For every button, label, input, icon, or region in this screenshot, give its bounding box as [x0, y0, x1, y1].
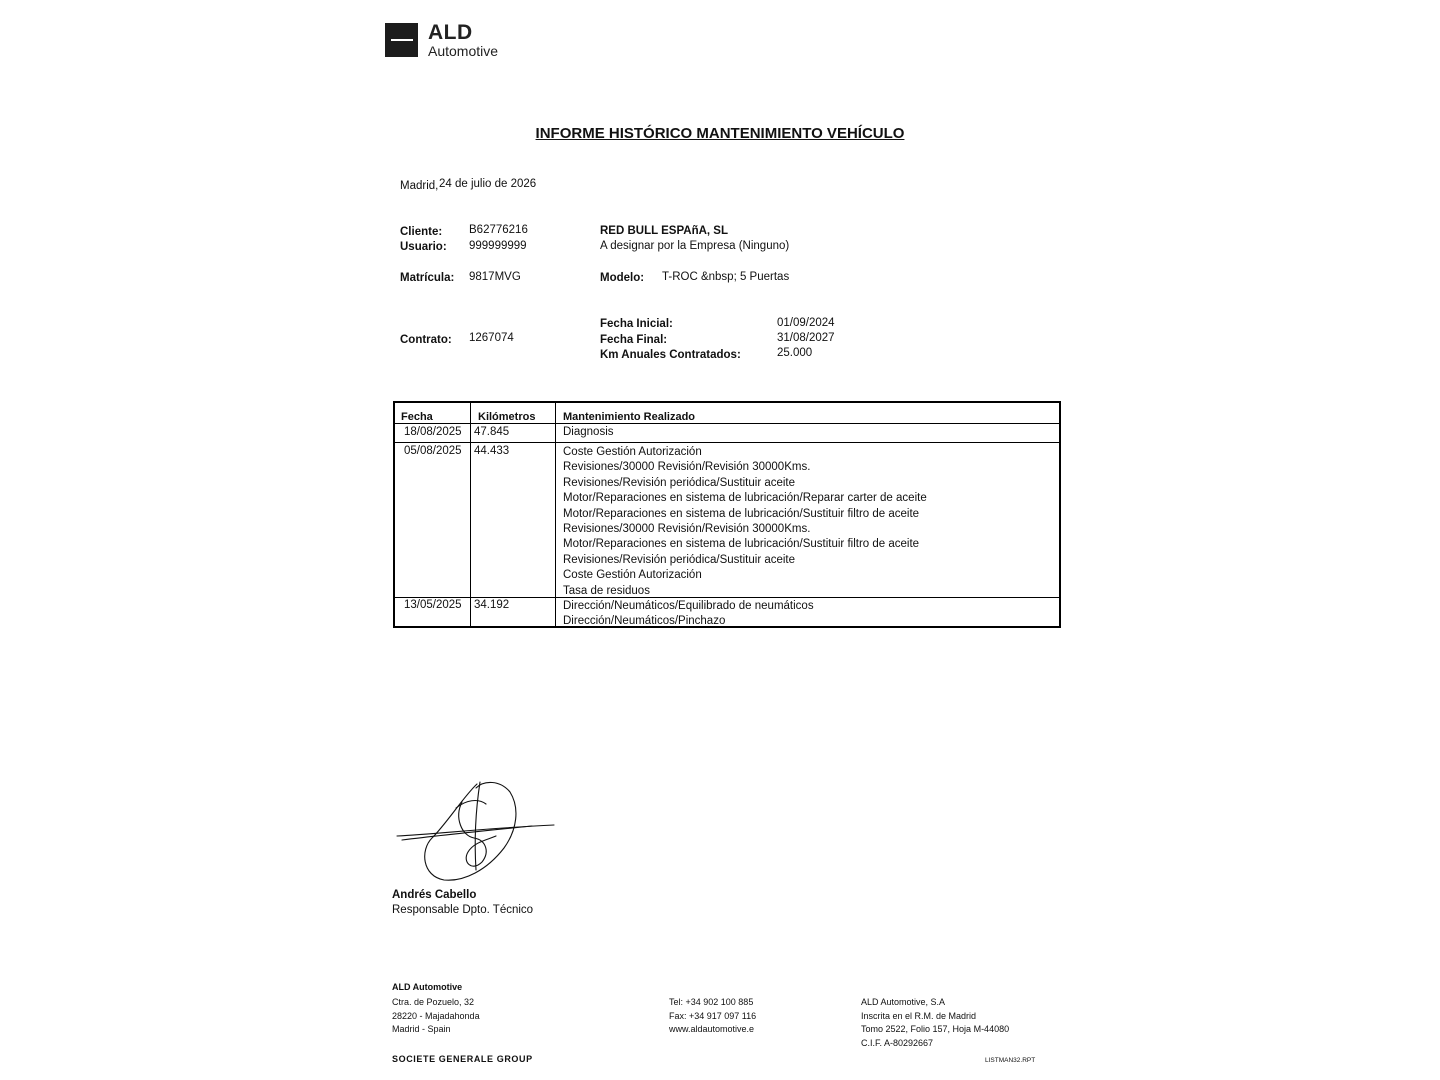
fecha-final-value: 31/08/2027 [777, 332, 835, 344]
signature-image [392, 778, 557, 884]
footer-address-line: Madrid - Spain [392, 1024, 451, 1035]
document-title: INFORME HISTÓRICO MANTENIMIENTO VEHÍCULO [535, 125, 905, 142]
column-divider [555, 403, 556, 626]
maintenance-item: Tasa de residuos [563, 584, 650, 597]
maintenance-item: Motor/Reparaciones en sistema de lubricación/Sustituir filtro de aceite [563, 507, 920, 520]
footer-company: ALD Automotive [392, 982, 463, 992]
footer-address-line: Ctra. de Pozuelo, 32 [392, 997, 475, 1007]
signer-role: Responsable Dpto. Técnico [392, 904, 534, 916]
cliente-code: B62776216 [469, 224, 528, 236]
row-fecha: 13/05/2025 [404, 599, 462, 611]
maintenance-item: Coste Gestión Autorización [563, 446, 702, 458]
footer-report-code: LISTMAN32.RPT [985, 1057, 1036, 1064]
report-date: 24 de julio de 2026 [439, 178, 537, 190]
header-divider [395, 423, 1059, 424]
header-mantenimiento: Mantenimiento Realizado [563, 411, 696, 423]
maintenance-item: Revisiones/30000 Revisión/Revisión 30000Kms. [563, 461, 811, 474]
cliente-name: RED BULL ESPAñA, SL [600, 225, 728, 237]
signer-name: Andrés Cabello [392, 889, 477, 901]
footer-registry-line: Inscrita en el R.M. de Madrid [861, 1010, 977, 1021]
header-kilometros: Kilómetros [478, 411, 536, 423]
matricula-value: 9817MVG [469, 271, 521, 283]
cliente-label: Cliente: [400, 226, 443, 238]
footer-address-line: 28220 - Majadahonda [392, 1010, 480, 1021]
row-divider [395, 442, 1059, 443]
row-fecha: 05/08/2025 [404, 445, 462, 457]
fecha-inicial-value: 01/09/2024 [777, 317, 835, 329]
fecha-inicial-label: Fecha Inicial: [600, 318, 673, 330]
maintenance-item: Dirección/Neumáticos/Pinchazo [563, 615, 726, 628]
usuario-name: A designar por la Empresa (Ninguno) [600, 240, 790, 252]
footer-registry-line: ALD Automotive, S.A [861, 997, 946, 1007]
matricula-label: Matrícula: [400, 272, 455, 284]
footer-website: www.aldautomotive.e [669, 1024, 755, 1035]
modelo-value: T-ROC &nbsp; 5 Puertas [662, 271, 790, 283]
contrato-label: Contrato: [400, 334, 452, 346]
column-divider [470, 403, 471, 626]
row-fecha: 18/08/2025 [404, 426, 462, 438]
maintenance-item: Revisiones/Revisión periódica/Sustituir aceite [563, 476, 796, 489]
maintenance-item: Motor/Reparaciones en sistema de lubricación/Reparar carter de aceite [563, 492, 927, 505]
maintenance-item: Coste Gestión Autorización [563, 569, 702, 582]
footer-group: SOCIETE GENERALE GROUP [392, 1054, 533, 1064]
maintenance-item: Revisiones/Revisión periódica/Sustituir aceite [563, 553, 796, 566]
logo-text-automotive: Automotive [428, 43, 499, 59]
maintenance-item: Dirección/Neumáticos/Equilibrado de neumáticos [563, 600, 814, 612]
modelo-label: Modelo: [600, 272, 645, 284]
km-anuales-label: Km Anuales Contratados: [600, 349, 741, 361]
fecha-final-label: Fecha Final: [600, 334, 668, 346]
place: Madrid, [400, 180, 439, 192]
footer-registry-line: C.I.F. A-80292667 [861, 1037, 934, 1048]
row-km: 47.845 [474, 426, 510, 438]
maintenance-table [393, 401, 1061, 628]
maintenance-item: Motor/Reparaciones en sistema de lubricación/Sustituir filtro de aceite [563, 538, 920, 551]
usuario-label: Usuario: [400, 241, 447, 253]
maintenance-item: Revisiones/30000 Revisión/Revisión 30000Kms. [563, 523, 811, 535]
usuario-code: 999999999 [469, 240, 527, 252]
row-km: 44.433 [474, 445, 510, 457]
row-km: 34.192 [474, 599, 510, 611]
footer-registry-line: Tomo 2522, Folio 157, Hoja M-44080 [861, 1024, 1010, 1035]
contrato-value: 1267074 [469, 332, 514, 344]
footer-phone: Tel: +34 902 100 885 [669, 997, 754, 1007]
maintenance-item: Diagnosis [563, 426, 614, 438]
ald-logo-mark [385, 23, 418, 57]
km-anuales-value: 25.000 [777, 347, 813, 359]
header-fecha: Fecha [401, 411, 433, 423]
logo-text-ald: ALD [428, 21, 473, 44]
footer-fax: Fax: +34 917 097 116 [669, 1010, 757, 1021]
